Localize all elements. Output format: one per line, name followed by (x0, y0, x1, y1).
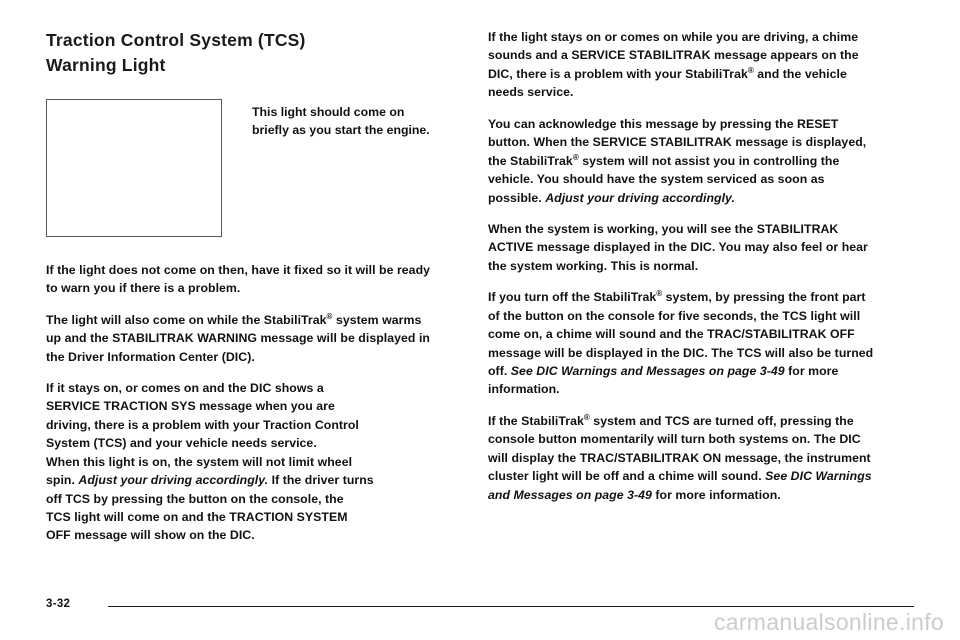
registered-mark: ® (326, 311, 333, 321)
left-paragraph-1: If the light does not come on then, have it fixed so it will be ready to warn you if there is a problem. (46, 262, 431, 296)
right-paragraph-4: If you turn off the StabiliTrak® system, by pressing the front part of the button on the console for five seconds, the TCS light will come on, a chime will sound and the TRAC/STABILITRAK OFF message will be displayed in the DIC. The TCS will also be turned off. See DIC Warnings and Messages on page 3-49 for more information. (488, 289, 874, 397)
symbol-caption: This light should come on briefly as you start the engine. (252, 104, 430, 138)
left-paragraph-3: If it stays on, or comes on and the DIC shows a SERVICE TRACTION SYS message when you are driving, there is a problem with your Traction Control System (TCS) and your vehicle needs service. When this light is on, the system will not limit wheel spin. Adjust your driving accordingly. If the driver turns off TCS by pressing the button on the console, the TCS light will come on and the TRACTION SYSTEM OFF message will show on the DIC. (46, 380, 374, 543)
page-title (46, 28, 438, 79)
page-title-line1: Traction Control System (TCS) (46, 30, 306, 50)
right-paragraph-3: When the system is working, you will see the STABILITRAK ACTIVE message displayed in the DIC. You may also feel or hear the system working. This is normal. (488, 221, 868, 273)
watermark: carmanualsonline.info (713, 609, 944, 635)
page-number: 3-32 (46, 598, 71, 610)
registered-mark: ® (583, 412, 590, 422)
page-content (46, 28, 914, 584)
tcs-warning-symbol-icon (46, 99, 222, 237)
registered-mark: ® (572, 152, 579, 162)
page-title-line2: Warning Light (46, 55, 166, 76)
right-column (488, 28, 880, 517)
left-paragraph-2: The light will also come on while the StabiliTrak® system warms up and the STABILITRAK WARNING message will be displayed in the Driver Information Center (DIC). (46, 311, 430, 364)
left-column (46, 28, 438, 558)
right-paragraph-1: If the light stays on or comes on while you are driving, a chime sounds and a SERVICE STABILITRAK message appears on the DIC, there is a problem with your StabiliTrak® and the vehicle needs service. (488, 30, 859, 100)
right-paragraph-2: You can acknowledge this message by pressing the RESET button. When the SERVICE STABILITRAK message is displayed, the StabiliTrak® system will not assist you in controlling the vehicle. You should have the system serviced as soon as possible. Adjust your driving accordingly. (488, 116, 867, 205)
registered-mark: ® (656, 289, 663, 299)
registered-mark: ® (747, 65, 754, 75)
right-paragraph-5: If the StabiliTrak® system and TCS are turned off, pressing the console button momentarily will turn both systems on. The DIC will display the TRAC/STABILITRAK ON message, the instrument cluster light will be off and a chime will sound. See DIC Warnings and Messages on page 3-49 for more information. (488, 412, 872, 502)
symbol-figure-row (46, 99, 438, 247)
footer-divider (108, 606, 914, 607)
